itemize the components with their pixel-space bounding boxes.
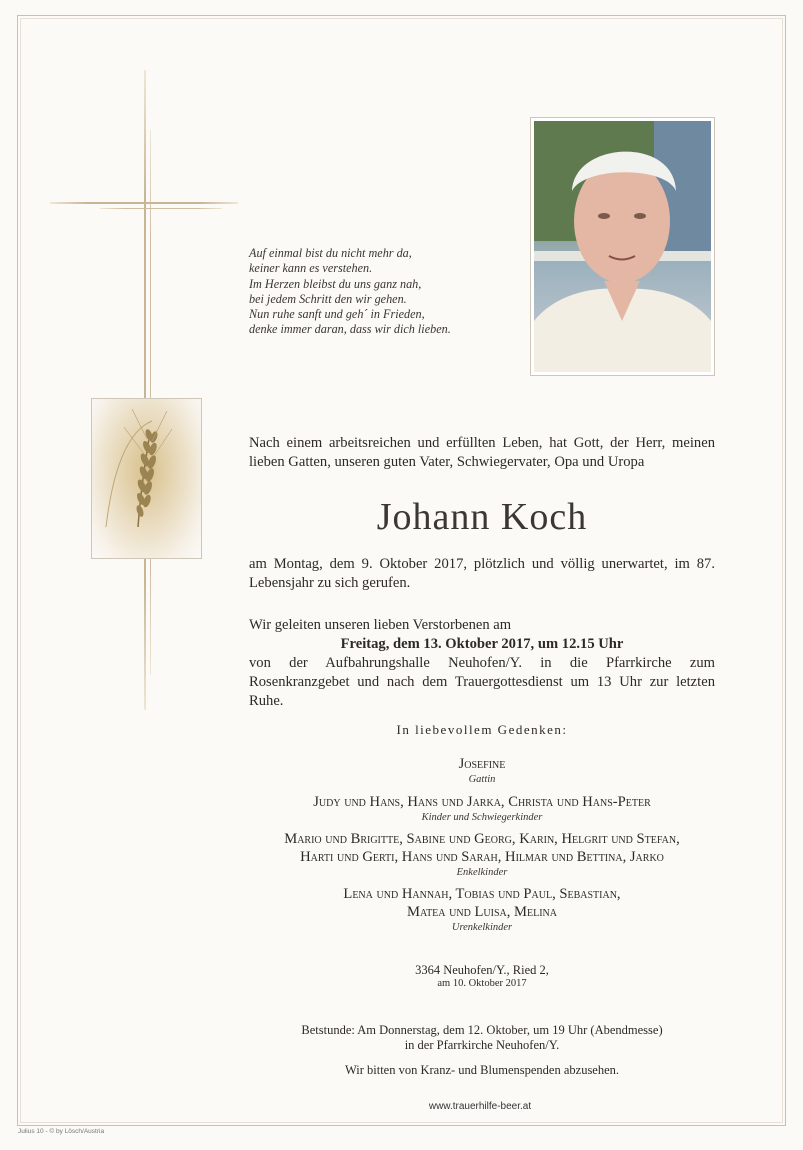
funeral-line2: von der Aufbahrungshalle Neuhofen/Y. in die Pfarrkirche zum Rosenkranzgebet und nach dem Trauergottesdienst um 13 Uhr zur letzten Ruhe. [249,655,715,709]
portrait-icon [534,121,711,372]
betstunde-line1: Betstunde: Am Donnerstag, dem 12. Oktober, um 19 Uhr (Abendmesse) [301,1023,663,1037]
mourner-names: Mario und Brigitte, Sabine und Georg, Karin, Helgrit und Stefan, [284,831,680,847]
place: 3364 Neuhofen/Y., Ried 2, [415,963,549,977]
portrait-photo [530,117,715,376]
flower-request: Wir bitten von Kranz- und Blumenspenden abzusehen. [344,1063,620,1077]
place-info [240,963,724,989]
poem-line: keiner kann es verstehen. [249,261,373,276]
poem-line: denke immer daran, dass wir dich lieben. [249,322,451,337]
funeral-date: Freitag, dem 13. Oktober 2017, um 12.15 Uhr [340,636,624,652]
mourner-names: Judy und Hans, Hans und Jarka, Christa und Hans-Peter [313,794,651,810]
funeral-info [249,616,715,711]
poem-line: Im Herzen bleibst du uns ganz nah, [249,276,422,291]
poem-line: Auf einmal bist du nicht mehr da, [249,246,412,260]
mourner-relation: Kinder und Schwiegerkinder [421,812,543,823]
cross-vertical-line [144,70,146,710]
wheat-icon [92,399,201,558]
poem [249,246,519,338]
intro-text: Nach einem arbeitsreichen und erfüllten Leben, hat Gott, der Herr, meinen lieben Gatten, unseren guten Vater, Schwiegervater, Opa und Uropa [249,435,715,470]
mourner-relation: Urenkelkinder [451,922,513,933]
wheat-ear-image [91,398,202,559]
poem-line: bei jedem Schritt den wir gehen. [249,291,407,306]
mourner-group [240,830,724,879]
mourner-relation: Gattin [468,774,496,785]
memory-heading: In liebevollem Gedenken: [396,722,568,737]
mourner-group [240,755,724,786]
deceased-name: Johann Koch [376,496,588,538]
death-notice: am Montag, dem 9. Oktober 2017, plötzlich und völlig unerwartet, im 87. Lebensjahr zu sich gerufen. [249,556,715,591]
credit-text: Julius 10 - © by Lösch/Austria [18,1128,105,1135]
mourner-relation: Enkelkinder [456,867,508,878]
place-date: am 10. Oktober 2017 [437,978,527,989]
cross-horizontal-line [50,202,238,204]
mourner-names: Lena und Hannah, Tobias und Paul, Sebastian, [343,886,621,902]
cross-horizontal-line-thin [100,208,222,209]
mourner-names: Harti und Gerti, Hans und Sarah, Hilmar und Bettina, Jarko [300,849,664,865]
mourner-group [240,885,724,934]
mourner-names: Josefine [458,756,506,772]
mourner-names: Matea und Luisa, Melina [406,904,557,920]
funeral-line1: Wir geleiten unseren lieben Verstorbenen am [249,617,512,633]
website-link[interactable]: www.trauerhilfe-beer.at [428,1101,532,1112]
mourner-group [240,793,724,824]
poem-line: Nun ruhe sanft und geh´ in Frieden, [249,307,425,322]
betstunde-line2: in der Pfarrkirche Neuhofen/Y. [404,1038,560,1052]
betstunde-info [240,1023,724,1053]
